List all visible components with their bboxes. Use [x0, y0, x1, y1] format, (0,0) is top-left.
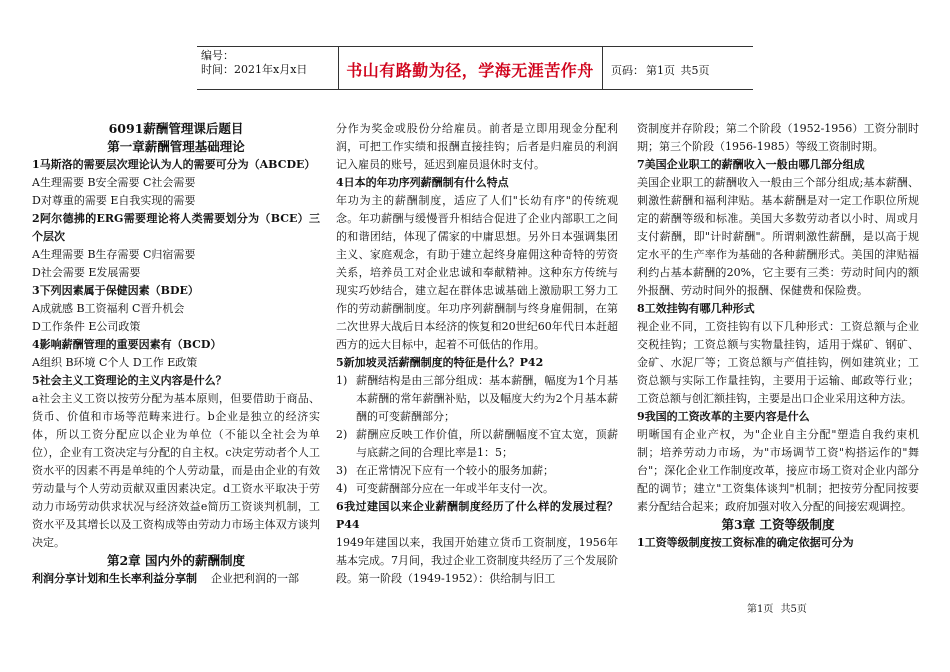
list-text: 在正常情况下应有一个较小的服务加薪；: [356, 464, 554, 477]
list-number: 3): [336, 464, 348, 477]
header-divider: [602, 46, 603, 90]
question-heading: 4日本的年功序列薪酬制有什么特点: [336, 176, 509, 189]
column-right: [637, 120, 919, 552]
column-middle: [336, 120, 618, 588]
question-heading: 7美国企业职工的薪酬收入一般由哪几部分组成: [637, 158, 865, 171]
answer-paragraph: 美国企业职工的薪酬收入一般由三个部分组成;基本薪酬、刺激性薪酬和福利津贴。基本薪酬是对一定工作职位所规定的薪酬等级和标准。美国大多数劳动者以小时、周或月支付薪酬，即"计时薪酬"。所谓刺激性薪酬，是以高于规定水平的生产率作为基础的各种薪酬形式。美国的津贴福利约占基本薪酬的20%，它主要有三类：劳动时间内的额外报酬、劳动时间外的报酬、保健费和保险费。: [637, 176, 919, 297]
footer-page-number: 第1页: [747, 604, 774, 615]
header-meta: [201, 49, 307, 77]
header-motto: 书山有路勤为径，学海无涯苦作舟: [346, 61, 594, 80]
answer-paragraph: 视企业不同，工资挂钩有以下几种形式：工资总额与企业交税挂钩；工资总额与实物量挂钩，适用于煤矿、钢矿、金矿、水泥厂等；工资总额与产值挂钩，例如建筑业；工资总额与实际工作量挂钩，主要用于运输、邮政等行业；工资总额与创汇额挂钩，主要是出口企业采用这种方法。: [637, 320, 919, 405]
list-item: [336, 480, 618, 498]
question-heading: 8工效挂钩有哪几种形式: [637, 302, 755, 315]
question-heading: 3下列因素属于保健因素（BDE）: [32, 284, 199, 297]
footer-page-total: 共5页: [780, 604, 807, 615]
time-label: 时间：2021年x月x日: [201, 63, 308, 76]
header-page-info: [611, 62, 712, 78]
list-item: [336, 372, 618, 426]
answer-paragraph: 分作为奖金或股份分给雇员。前者是立即用现金分配利润，可把工作实绩和报酬直接挂钩；后者是归雇员的利润记入雇员的账号，延迟到雇员退休时支付。: [336, 122, 618, 171]
numbered-list: [336, 372, 618, 498]
question-heading: 利润分享计划和生长率利益分享制: [32, 572, 197, 585]
question-heading: 6我过建国以来企业薪酬制度经历了什么样的发展过程？ P44: [336, 500, 618, 531]
header-bottom-rule: [197, 89, 753, 90]
list-number: 2): [336, 428, 348, 441]
answer-options: D对尊重的需要 E自我实现的需要: [32, 194, 196, 207]
list-text: 可变薪酬部分应在一年或半年支付一次。: [356, 482, 554, 495]
question-heading: 5新加坡灵活薪酬制度的特征是什么？P42: [336, 356, 544, 369]
list-number: 4): [336, 482, 348, 495]
answer-paragraph: a社会主义工资以按劳分配为基本原则，但要借助于商品、货币、价值和市场等范畴来进行。b企业是独立的经济实体，所以工资分配应以企业为单位（不能以全社会为单位），企业有工资决定与分配的自主权。c决定劳动者个人工资水平的因素不再是单纯的个人劳动量，而是由企业的有效劳动量与个人劳动贡献双重因素决定。d工资水平取决于劳动力市场劳动供求状况与经济效益e简历工资谈判机制，工资水平及其增长以及工资构成等由劳动力市场主体双方谈判决定。: [32, 392, 320, 549]
question-heading: 1马斯洛的需要层次理论认为人的需要可分为（ABCDE）: [32, 158, 316, 171]
list-number: 1): [336, 374, 348, 387]
answer-paragraph: 企业把利润的一部: [211, 572, 299, 585]
page-total: 共5页: [680, 64, 710, 77]
header-top-rule: [197, 46, 753, 47]
serial-label: 编号：: [201, 49, 234, 62]
list-item: [336, 462, 618, 480]
chapter-heading: 第一章薪酬管理基础理论: [107, 139, 245, 154]
answer-options: A组织 B环境 C个人 D工作 E政策: [32, 356, 198, 369]
answer-options: D社会需要 E发展需要: [32, 266, 141, 279]
page-number: 第1页: [646, 64, 675, 77]
answer-paragraph: 明晰国有企业产权，为"企业自主分配"塑造自我约束机制；培养劳动力市场，为"市场调节工资"构搭运作的"舞台"；深化企业工作制度改革，接应市场工资对企业内部分配的调节；建立"工资集体谈判"机制；把按劳分配同按要素分配结合起来；政府加强对收入分配的间接宏观调控。: [637, 428, 919, 513]
list-text: 薪酬结构是由三部分组成：基本薪酬，幅度为1个月基本薪酬的常年薪酬补贴，以及幅度大约为2个月基本薪酬的可变薪酬部分；: [356, 374, 618, 423]
answer-options: A生理需要 B安全需要 C社会需要: [32, 176, 196, 189]
answer-paragraph: 1949年建国以来，我国开始建立货币工资制度，1956年基本完成。7月间，我过企业工资制度共经历了三个发展阶段。第一阶段（1949-1952）：供给制与旧工: [336, 536, 618, 585]
column-left: [32, 120, 320, 588]
question-heading: 5社会主义工资理论的主义内容是什么？: [32, 374, 227, 387]
document-title: 6091薪酬管理课后题目: [108, 121, 244, 136]
question-heading: 2阿尔德拂的ERG需要理论将人类需要划分为（BCE）三个层次: [32, 212, 320, 243]
answer-paragraph: 年功为主的薪酬制度，适应了人们"长幼有序"的传统观念。年功薪酬与缓慢晋升相结合促进了企业内部职工之间的和谐团结，体现了儒家的中庸思想。另外日本强调集团主义、家庭观念，有助于建立起终身雇佣这种奇特的劳资关系，培养员工对企业忠诚和奉献精神。这种东方传统与现实巧妙结合，建立起在群体忠诚基础上激励职工努力工作的劳动薪酬制度。年功序列薪酬制与终身雇佣制，在第二次世界大战后日本经济的恢复和20世纪60年代日本赶超西方的远大目标中，起着不可低估的作用。: [336, 194, 618, 351]
page-label: 页码：: [611, 64, 644, 77]
answer-options: A生理需要 B生存需要 C归宿需要: [32, 248, 196, 261]
chapter-heading: 第2章 国内外的薪酬制度: [106, 553, 246, 568]
page-header: [197, 46, 753, 90]
answer-paragraph: 资制度并存阶段；第二个阶段（1952-1956）工资分制时期；第三个阶段（1956-1985）等级工资制时期。: [637, 122, 919, 153]
list-item: [336, 426, 618, 462]
question-heading: 4影响薪酬管理的重要因素有（BCD）: [32, 338, 222, 351]
question-heading: 9我国的工资改革的主要内容是什么: [637, 410, 810, 423]
section-line: [32, 570, 320, 588]
answer-options: D工作条件 E公司政策: [32, 320, 141, 333]
page-footer: [745, 600, 809, 615]
list-text: 薪酬应反映工作价值，所以薪酬幅度不宜太宽，顶薪与底薪之间的合理比率是1：5；: [356, 428, 618, 459]
question-heading: 1工资等级制度按工资标准的确定依据可分为: [637, 536, 854, 549]
chapter-heading: 第3章 工资等级制度: [721, 517, 835, 532]
answer-options: A成就感 B工资福利 C晋升机会: [32, 302, 185, 315]
